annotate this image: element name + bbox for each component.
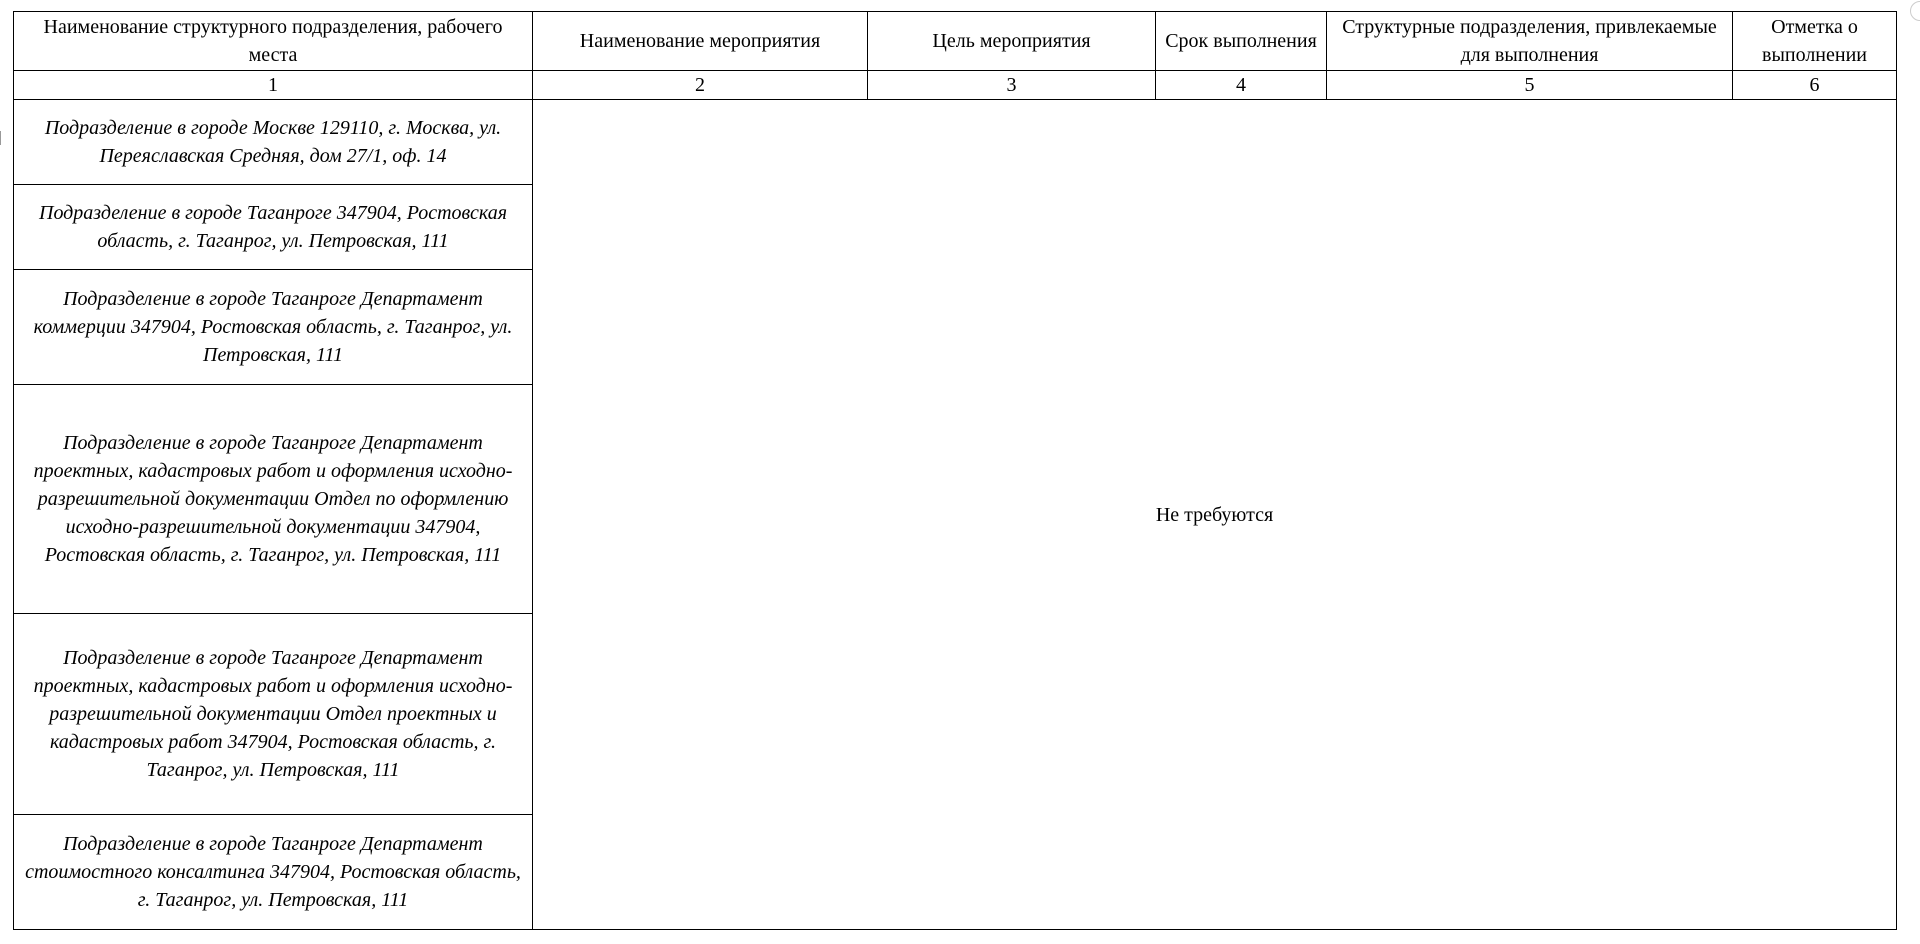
- header-involved-units: Структурные подразделения, привлекаемые для выполнения: [1327, 12, 1733, 71]
- header-measure-name: Наименование мероприятия: [533, 12, 868, 71]
- column-number-row: [14, 71, 1897, 100]
- unit-cell-taganrog: Подразделение в городе Таганроге 347904, Ростовская область, г. Таганрог, ул. Петровская, 111: [14, 185, 533, 270]
- column-number: 1: [14, 71, 533, 100]
- corner-circle-fragment: [1910, 1, 1920, 21]
- measures-table: [13, 11, 1897, 930]
- merged-cell-not-required: Не требуются: [533, 100, 1897, 930]
- left-edge-mark: [0, 131, 3, 145]
- header-measure-goal: Цель мероприятия: [868, 12, 1156, 71]
- unit-cell-commerce: Подразделение в городе Таганроге Департамент коммерции 347904, Ростовская область, г. Таганрог, ул. Петровская, 111: [14, 270, 533, 385]
- header-row: [14, 12, 1897, 71]
- table-row: [14, 100, 1897, 185]
- header-deadline: Срок выполнения: [1156, 12, 1327, 71]
- unit-cell-valuation: Подразделение в городе Таганроге Департамент стоимостного консалтинга 347904, Ростовская область, г. Таганрог, ул. Петровская, 111: [14, 815, 533, 930]
- column-number: 5: [1327, 71, 1733, 100]
- unit-cell-cadastral: Подразделение в городе Таганроге Департамент проектных, кадастровых работ и оформления исходно-разрешительной документации Отдел проектных и кадастровых работ 347904, Ростовская область, г. Таганрог, ул. Петровская, 111: [14, 614, 533, 815]
- column-number: 4: [1156, 71, 1327, 100]
- unit-cell-moscow: Подразделение в городе Москве 129110, г. Москва, ул. Переяславская Средняя, дом 27/1, оф. 14: [14, 100, 533, 185]
- header-completion-mark: Отметка о выполнении: [1733, 12, 1897, 71]
- column-number: 2: [533, 71, 868, 100]
- column-number: 6: [1733, 71, 1897, 100]
- header-unit-name: Наименование структурного подразделения, рабочего места: [14, 12, 533, 71]
- column-number: 3: [868, 71, 1156, 100]
- unit-cell-permit-docs: Подразделение в городе Таганроге Департамент проектных, кадастровых работ и оформления исходно-разрешительной документации Отдел по оформлению исходно-разрешительной документации 347904, Ростовская область, г. Таганрог, ул. Петровская, 111: [14, 385, 533, 614]
